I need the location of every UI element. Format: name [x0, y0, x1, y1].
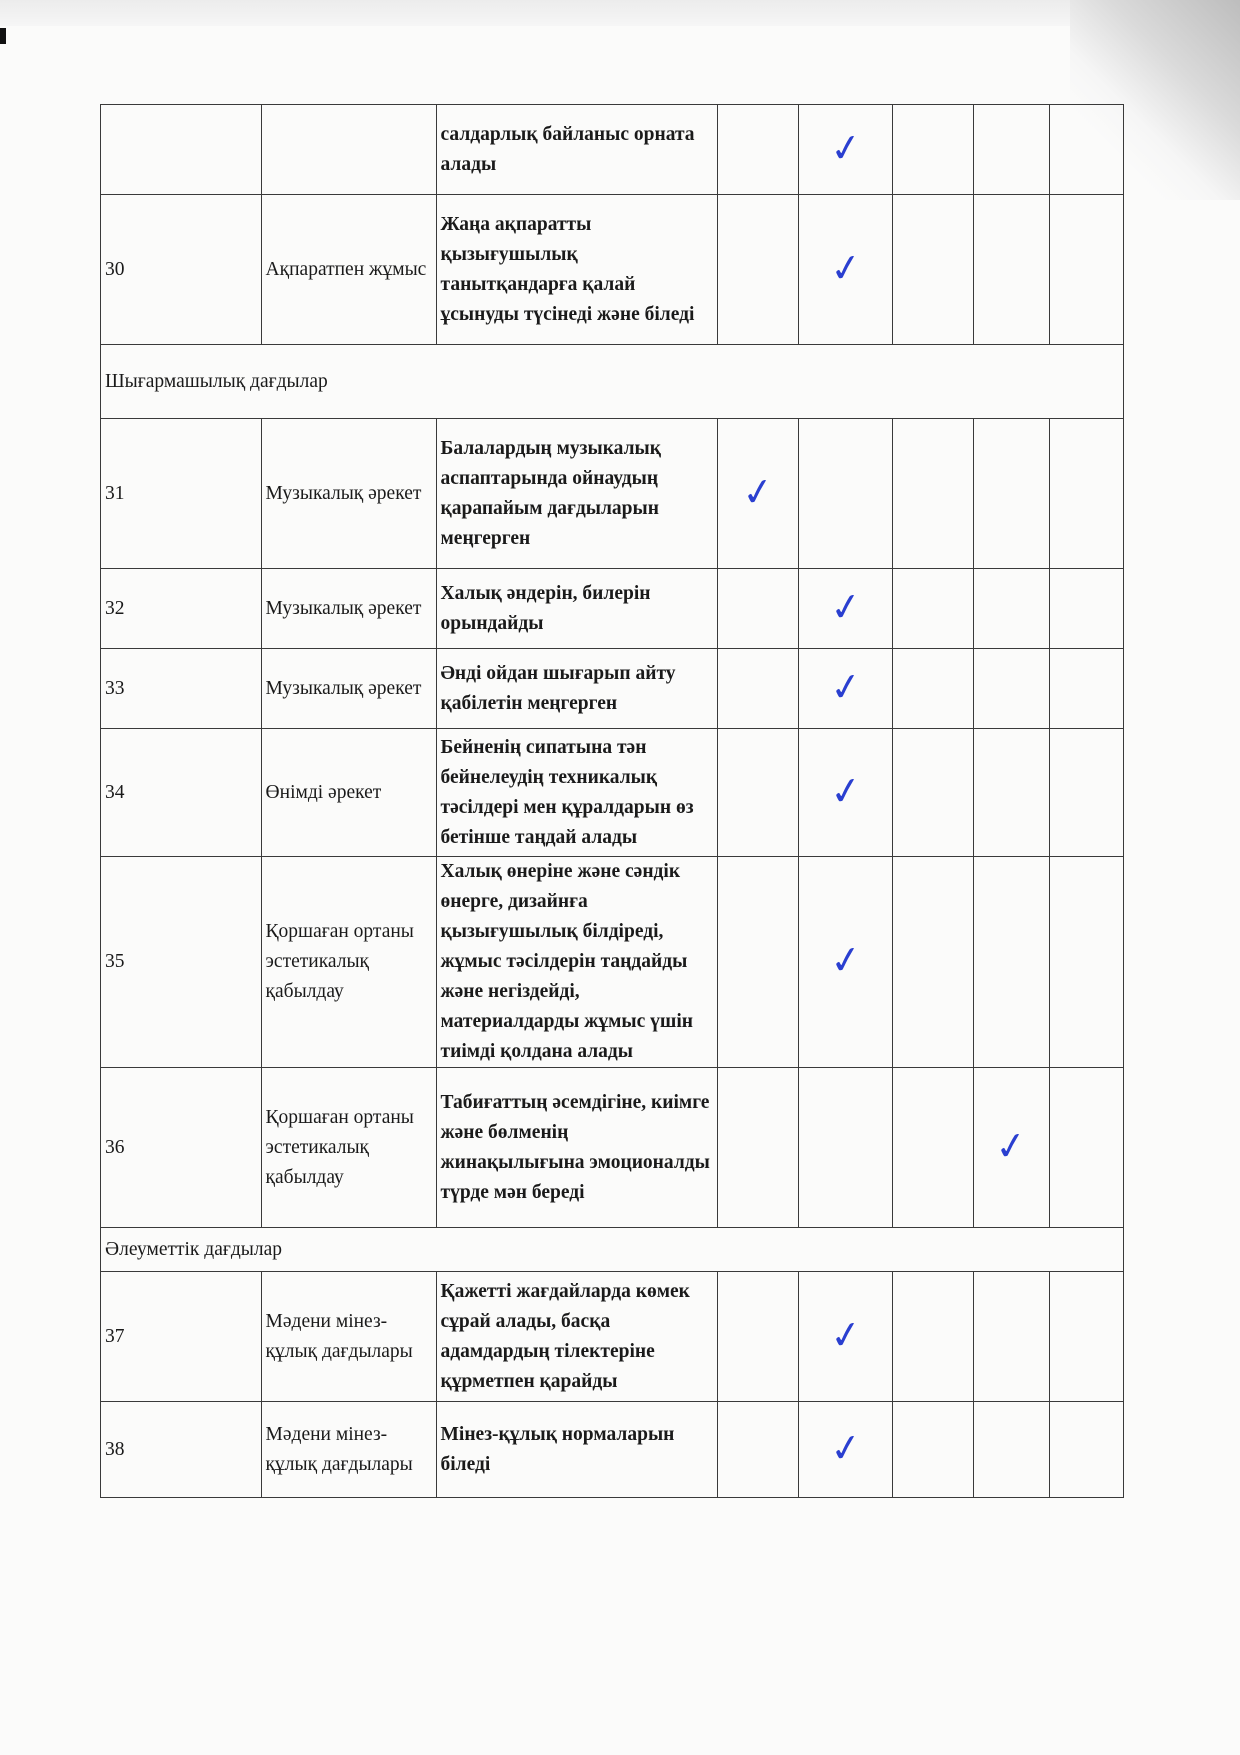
evaluation-cell — [798, 569, 893, 649]
evaluation-cell — [718, 195, 798, 345]
check-mark-icon: ✓ — [826, 1310, 865, 1359]
skill-area: Қоршаған ортаны эстетикалық қабылдау — [261, 857, 436, 1068]
evaluation-cell — [1049, 1068, 1123, 1228]
row-number: 38 — [101, 1402, 262, 1498]
section-row-social — [101, 1228, 1124, 1272]
evaluation-cell — [798, 195, 893, 345]
evaluation-cell — [1049, 1272, 1123, 1402]
evaluation-cell — [1049, 649, 1123, 729]
evaluation-cell — [718, 1272, 798, 1402]
evaluation-cell — [798, 1068, 893, 1228]
evaluation-cell — [718, 649, 798, 729]
evaluation-cell — [893, 569, 973, 649]
evaluation-cell — [893, 1402, 973, 1498]
evaluation-cell — [893, 1272, 973, 1402]
evaluation-cell — [718, 105, 798, 195]
evaluation-cell — [893, 857, 973, 1068]
skill-description: Қажетті жағдайларда көмек сұрай алады, басқа адамдардың тілектеріне құрметпен қарайды — [436, 1272, 718, 1402]
row-number: 34 — [101, 729, 262, 857]
evaluation-cell — [718, 857, 798, 1068]
section-title: Әлеуметтік дағдылар — [101, 1228, 1124, 1272]
skill-description: Бейненің сипатына тән бейнелеудің техникалық тәсілдері мен құралдарын өз бетінше таңдай алады — [436, 729, 718, 857]
table-row — [101, 1068, 1124, 1228]
row-number: 30 — [101, 195, 262, 345]
row-number: 37 — [101, 1272, 262, 1402]
table-row — [101, 569, 1124, 649]
evaluation-cell — [718, 419, 798, 569]
section-title: Шығармашылық дағдылар — [101, 345, 1124, 419]
skill-description: Әнді ойдан шығарып айту қабілетін меңгерген — [436, 649, 718, 729]
skill-area: Қоршаған ортаны эстетикалық қабылдау — [261, 1068, 436, 1228]
evaluation-cell — [798, 649, 893, 729]
row-number: 32 — [101, 569, 262, 649]
evaluation-cell — [973, 569, 1049, 649]
skill-area — [261, 105, 436, 195]
table-row — [101, 1402, 1124, 1498]
evaluation-cell — [893, 195, 973, 345]
row-number: 33 — [101, 649, 262, 729]
table-row — [101, 105, 1124, 195]
scan-left-mark — [0, 28, 6, 44]
table-row — [101, 419, 1124, 569]
evaluation-cell — [798, 729, 893, 857]
skill-area: Мәдени мінез-құлық дағдылары — [261, 1402, 436, 1498]
skill-area: Музыкалық әрекет — [261, 649, 436, 729]
evaluation-cell — [973, 857, 1049, 1068]
assessment-table — [100, 104, 1124, 1498]
evaluation-cell — [973, 1272, 1049, 1402]
evaluation-cell — [973, 729, 1049, 857]
check-mark-icon: ✓ — [826, 766, 865, 815]
evaluation-cell — [1049, 569, 1123, 649]
evaluation-cell — [798, 105, 893, 195]
skill-description: Балалардың музыкалық аспаптарында ойнаудың қарапайым дағдыларын меңгерген — [436, 419, 718, 569]
check-mark-icon: ✓ — [826, 662, 865, 711]
skill-description: Табиғаттың әсемдігіне, киімге және бөлменің жинақылығына эмоционалды түрде мән береді — [436, 1068, 718, 1228]
evaluation-cell — [973, 1402, 1049, 1498]
evaluation-cell — [1049, 419, 1123, 569]
skill-area: Ақпаратпен жұмыс — [261, 195, 436, 345]
evaluation-cell — [718, 729, 798, 857]
check-mark-icon: ✓ — [826, 123, 865, 172]
skill-description: Мінез-құлық нормаларын біледі — [436, 1402, 718, 1498]
check-mark-icon: ✓ — [992, 1121, 1031, 1170]
table-row — [101, 195, 1124, 345]
check-mark-icon: ✓ — [826, 935, 865, 985]
table-row — [101, 1272, 1124, 1402]
evaluation-cell — [973, 649, 1049, 729]
evaluation-cell — [1049, 105, 1123, 195]
skill-description: салдарлық байланыс орната алады — [436, 105, 718, 195]
scan-top-band — [0, 0, 1240, 26]
evaluation-cell — [973, 1068, 1049, 1228]
row-number: 36 — [101, 1068, 262, 1228]
skill-description: Халық өнеріне және сәндік өнерге, дизайнға қызығушылық білдіреді, жұмыс тәсілдерін таңдайды және негіздейді, материалдарды жұмыс үшін тиімді қолдана алады — [436, 857, 718, 1068]
evaluation-cell — [718, 569, 798, 649]
evaluation-cell — [973, 195, 1049, 345]
evaluation-cell — [798, 857, 893, 1068]
evaluation-cell — [1049, 729, 1123, 857]
skill-description: Халық әндерін, билерін орындайды — [436, 569, 718, 649]
evaluation-cell — [973, 105, 1049, 195]
evaluation-cell — [718, 1068, 798, 1228]
check-mark-icon: ✓ — [826, 243, 865, 292]
check-mark-icon: ✓ — [826, 582, 865, 631]
evaluation-cell — [893, 105, 973, 195]
section-row-creative — [101, 345, 1124, 419]
evaluation-cell — [893, 729, 973, 857]
table-row — [101, 729, 1124, 857]
table-row — [101, 857, 1124, 1068]
row-number — [101, 105, 262, 195]
check-mark-icon: ✓ — [826, 1423, 865, 1472]
evaluation-cell — [798, 419, 893, 569]
skill-area: Музыкалық әрекет — [261, 419, 436, 569]
evaluation-cell — [798, 1272, 893, 1402]
evaluation-cell — [1049, 1402, 1123, 1498]
check-mark-icon: ✓ — [739, 467, 777, 516]
evaluation-cell — [798, 1402, 893, 1498]
evaluation-cell — [973, 419, 1049, 569]
table-row — [101, 649, 1124, 729]
skill-area: Мәдени мінез-құлық дағдылары — [261, 1272, 436, 1402]
evaluation-cell — [718, 1402, 798, 1498]
row-number: 35 — [101, 857, 262, 1068]
skill-description: Жаңа ақпаратты қызығушылық танытқандарға қалай ұсынуды түсінеді және біледі — [436, 195, 718, 345]
evaluation-cell — [1049, 195, 1123, 345]
skill-area: Өнімді әрекет — [261, 729, 436, 857]
row-number: 31 — [101, 419, 262, 569]
evaluation-cell — [1049, 857, 1123, 1068]
evaluation-cell — [893, 649, 973, 729]
evaluation-cell — [893, 1068, 973, 1228]
evaluation-cell — [893, 419, 973, 569]
skill-area: Музыкалық әрекет — [261, 569, 436, 649]
